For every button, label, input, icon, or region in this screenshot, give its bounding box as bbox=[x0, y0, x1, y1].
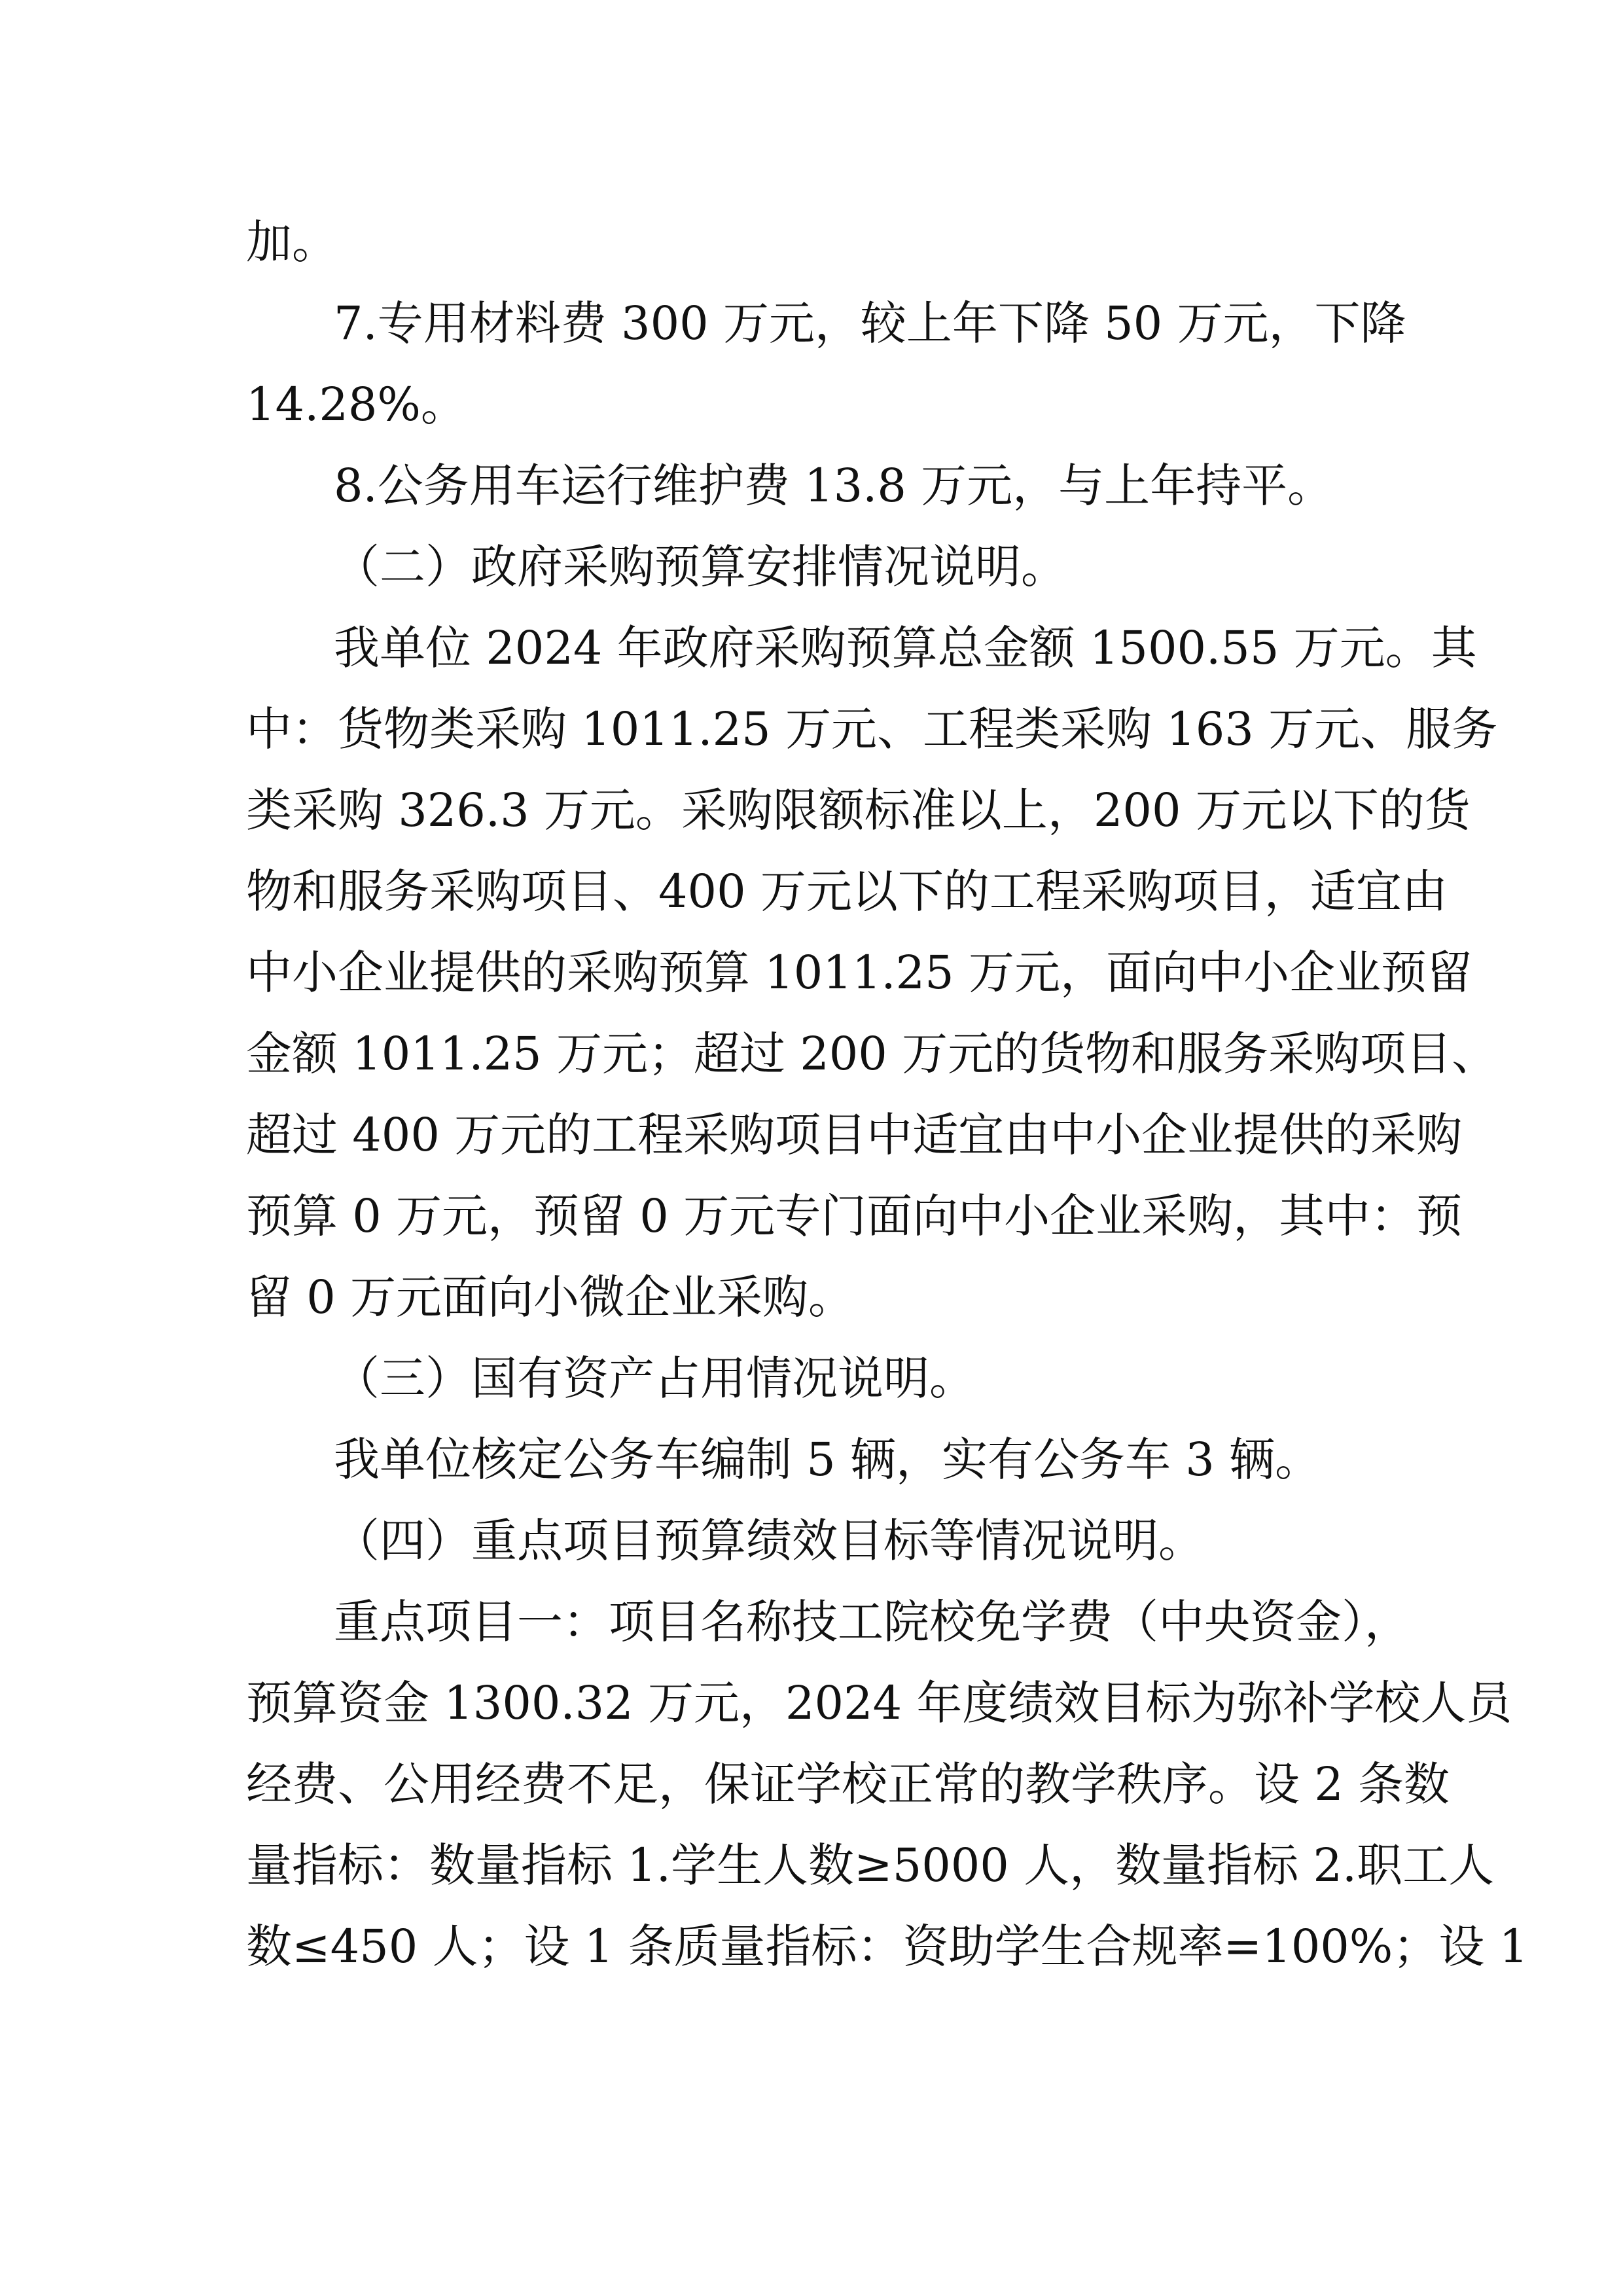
text-line: 重点项目一：项目名称技工院校免学费（中央资金）， bbox=[334, 1595, 1410, 1649]
text-line: 14.28%。 bbox=[246, 378, 467, 431]
text-line: 量指标：数量指标 1.学生人数≥5000 人，数量指标 2.职工人 bbox=[246, 1839, 1495, 1892]
text-line: 中：货物类采购 1011.25 万元、工程类采购 163 万元、服务 bbox=[246, 702, 1498, 756]
section-heading: （四）重点项目预算绩效目标等情况说明。 bbox=[334, 1514, 1204, 1568]
text-line: 预算资金 1300.32 万元，2024 年度绩效目标为弥补学校人员 bbox=[246, 1676, 1512, 1730]
text-line: 留 0 万元面向小微企业采购。 bbox=[246, 1270, 855, 1324]
text-line: 物和服务采购项目、400 万元以下的工程采购项目，适宜由 bbox=[246, 865, 1448, 918]
text-line: 数≤450 人；设 1 条质量指标：资助学生合规率=100%；设 1 bbox=[246, 1920, 1529, 1973]
section-heading: （三）国有资产占用情况说明。 bbox=[334, 1352, 975, 1405]
text-line: 预算 0 万元，预留 0 万元专门面向中小企业采购，其中：预 bbox=[246, 1189, 1463, 1243]
text-line: 金额 1011.25 万元；超过 200 万元的货物和服务采购项目、 bbox=[246, 1027, 1498, 1081]
text-line: 类采购 326.3 万元。采购限额标准以上，200 万元以下的货 bbox=[246, 783, 1471, 837]
text-line: 加。 bbox=[246, 215, 338, 269]
section-heading: （二）政府采购预算安排情况说明。 bbox=[334, 540, 1067, 594]
text-line: 经费、公用经费不足，保证学校正常的教学秩序。设 2 条数 bbox=[246, 1757, 1450, 1811]
text-line: 8.公务用车运行维护费 13.8 万元，与上年持平。 bbox=[334, 459, 1334, 512]
text-line: 中小企业提供的采购预算 1011.25 万元，面向中小企业预留 bbox=[246, 946, 1472, 999]
text-line: 我单位核定公务车编制 5 辆，实有公务车 3 辆。 bbox=[334, 1433, 1321, 1486]
text-line: 我单位 2024 年政府采购预算总金额 1500.55 万元。其 bbox=[334, 621, 1477, 675]
text-line: 超过 400 万元的工程采购项目中适宜由中小企业提供的采购 bbox=[246, 1108, 1463, 1162]
text-line: 7.专用材料费 300 万元，较上年下降 50 万元，下降 bbox=[334, 296, 1406, 350]
